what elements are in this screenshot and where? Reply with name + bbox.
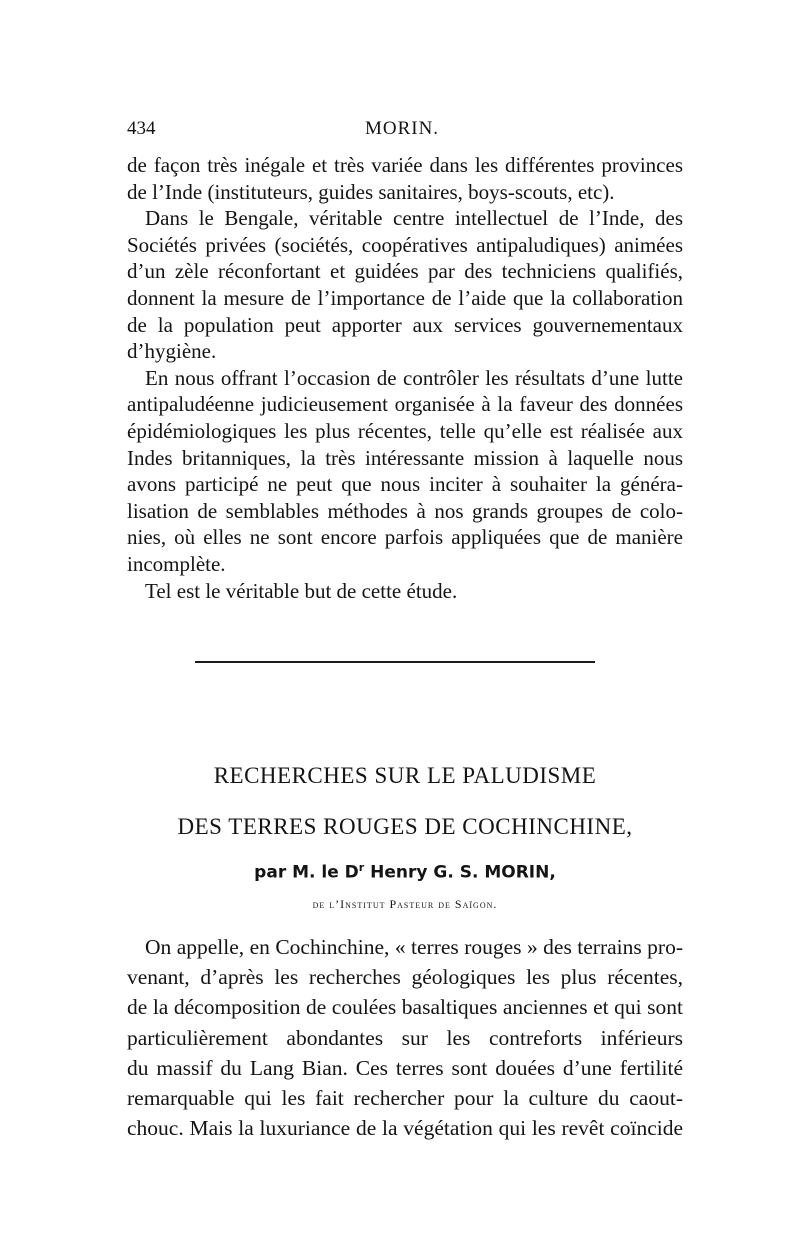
text-line: On appelle, en Cochinchine, « terres rouges » des terrains pro- [145, 935, 683, 959]
text-line: épidémiologiques les plus récentes, telle qu’elle est réalisée aux [127, 418, 683, 443]
page-number: 434 [127, 118, 156, 139]
text-line: En nous offrant l’occasion de contrôler les résultats d’une lutte [145, 365, 683, 390]
text-line: donnent la mesure de l’importance de l’aide que la collaboration [127, 285, 683, 310]
text-line: particulièrement abondantes sur les contreforts inférieurs [127, 1025, 683, 1050]
text-line: Tel est le véritable but de cette étude. [145, 578, 458, 603]
text-line: de façon très inégale et très variée dans les différentes provinces [127, 153, 683, 177]
text-line: du massif du Lang Bian. Ces terres sont douées d’une fertilité [127, 1055, 683, 1080]
text-line: Indes britanniques, la très intéressante mission à laquelle nous [127, 445, 683, 470]
article-body-block [127, 932, 683, 1143]
author-byline [127, 861, 683, 883]
text-line: d’un zèle réconfortant et guidées par des techniciens qualifiés, [127, 259, 683, 284]
text-line: chouc. Mais la luxuriance de la végétation qui les revêt coïncide [127, 1116, 683, 1141]
text-line: de la population peut apporter aux services gouvernementaux [127, 312, 683, 337]
text-line: lisation de semblables méthodes à nos grands groupes de colo- [127, 498, 683, 523]
intro-text-block [127, 152, 683, 604]
text-line: remarquable qui les fait rechercher pour la culture du caout- [127, 1085, 683, 1110]
text-line: incomplète. [127, 551, 226, 576]
running-head: MORIN. [364, 118, 440, 139]
article-title-line-2: DES TERRES ROUGES DE COCHINCHINE, [177, 814, 633, 839]
author-affiliation: de l’Institut Pasteur de Saïgon. [312, 897, 498, 911]
text-line: Dans le Bengale, véritable centre intellectuel de l’Inde, des [145, 206, 683, 231]
article-title-line-1: RECHERCHES SUR LE PALUDISME [213, 763, 597, 788]
text-line: d’hygiène. [127, 339, 217, 364]
text-line: antipaludéenne judicieusement organisée à la faveur des données [127, 392, 683, 417]
section-divider [195, 661, 595, 663]
byline-superscript: r [358, 861, 365, 874]
text-line: avons participé ne peut que nous inciter à souhaiter la généra- [127, 472, 683, 497]
text-line: venant, d’après les recherches géologiques les plus récentes, [127, 965, 683, 990]
text-line: de la décomposition de coulées basaltiques anciennes et qui sont [127, 995, 683, 1020]
text-line: nies, où elles ne sont encore parfois appliquées que de manière [127, 525, 683, 550]
page-header [127, 118, 677, 144]
byline-prefix: par M. le D [254, 862, 359, 883]
byline-author-name: Henry G. S. MORIN, [364, 862, 556, 883]
text-line: Sociétés privées (sociétés, coopératives antipaludiques) animées [127, 232, 683, 257]
text-line: de l’Inde (instituteurs, guides sanitaires, boys-scouts, etc). [127, 179, 615, 204]
